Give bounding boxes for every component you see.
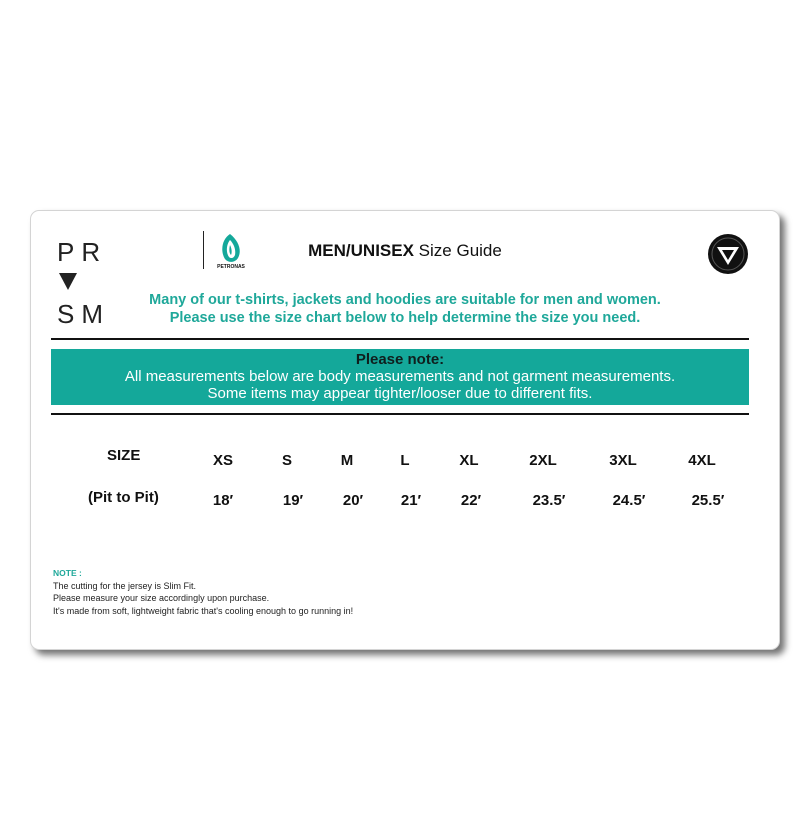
size-cell: XS	[212, 452, 233, 469]
size-cell: 4XL	[688, 452, 716, 469]
measurement-cell: 24.5′	[612, 492, 646, 509]
footnote-line: Please measure your size accordingly upon purchase.	[53, 593, 270, 603]
banner-heading: Please note:	[355, 351, 445, 368]
measurement-cell: 21′	[400, 492, 422, 509]
footnote	[53, 567, 653, 617]
intro-text	[31, 291, 779, 327]
size-header-row	[67, 447, 747, 471]
measurement-cell: 18′	[212, 492, 234, 509]
triangle-badge-icon	[707, 233, 749, 275]
size-cell: 3XL	[609, 452, 637, 469]
size-cell: XL	[459, 452, 479, 469]
footnote-line: The cutting for the jersey is Slim Fit.	[53, 580, 197, 591]
measurement-cell: 22′	[460, 492, 482, 509]
measurement-cell: 25.5′	[691, 492, 725, 509]
banner-line-2: Some items may appear tighter/looser due to different fits.	[207, 385, 593, 402]
size-header-label: SIZE	[107, 447, 141, 464]
petronas-logo-text: PETRONAS	[217, 264, 245, 270]
banner-line-1: All measurements below are body measurements and not garment measurements.	[124, 368, 676, 385]
title-regular: Size Guide	[418, 241, 502, 260]
intro-line-2: Please use the size chart below to help determine the size you need.	[169, 310, 641, 326]
measurement-cell: 23.5′	[532, 492, 566, 509]
size-cell: 2XL	[529, 452, 557, 469]
pit-to-pit-label: (Pit to Pit)	[88, 489, 159, 506]
intro-line-1: Many of our t-shirts, jackets and hoodies are suitable for men and women.	[149, 292, 661, 308]
size-guide-card	[30, 210, 780, 650]
divider-bottom	[51, 413, 749, 415]
measurement-cell: 19′	[282, 492, 304, 509]
footnote-title: NOTE :	[53, 568, 82, 578]
footnote-line: It's made from soft, lightweight fabric that's cooling enough to go running in!	[53, 605, 354, 616]
title-bold: MEN/UNISEX	[308, 241, 414, 260]
size-cell: L	[400, 452, 410, 469]
size-cell: M	[340, 452, 354, 469]
note-banner	[51, 349, 749, 405]
wordmark-left: PR	[57, 237, 108, 267]
size-cell: S	[281, 452, 292, 469]
divider-top	[51, 338, 749, 340]
measurement-cell: 20′	[342, 492, 364, 509]
wordmark-triangle-icon	[59, 273, 77, 290]
page-title	[31, 241, 779, 261]
wordmark-right: SM	[57, 299, 110, 329]
pit-to-pit-row	[67, 489, 747, 513]
